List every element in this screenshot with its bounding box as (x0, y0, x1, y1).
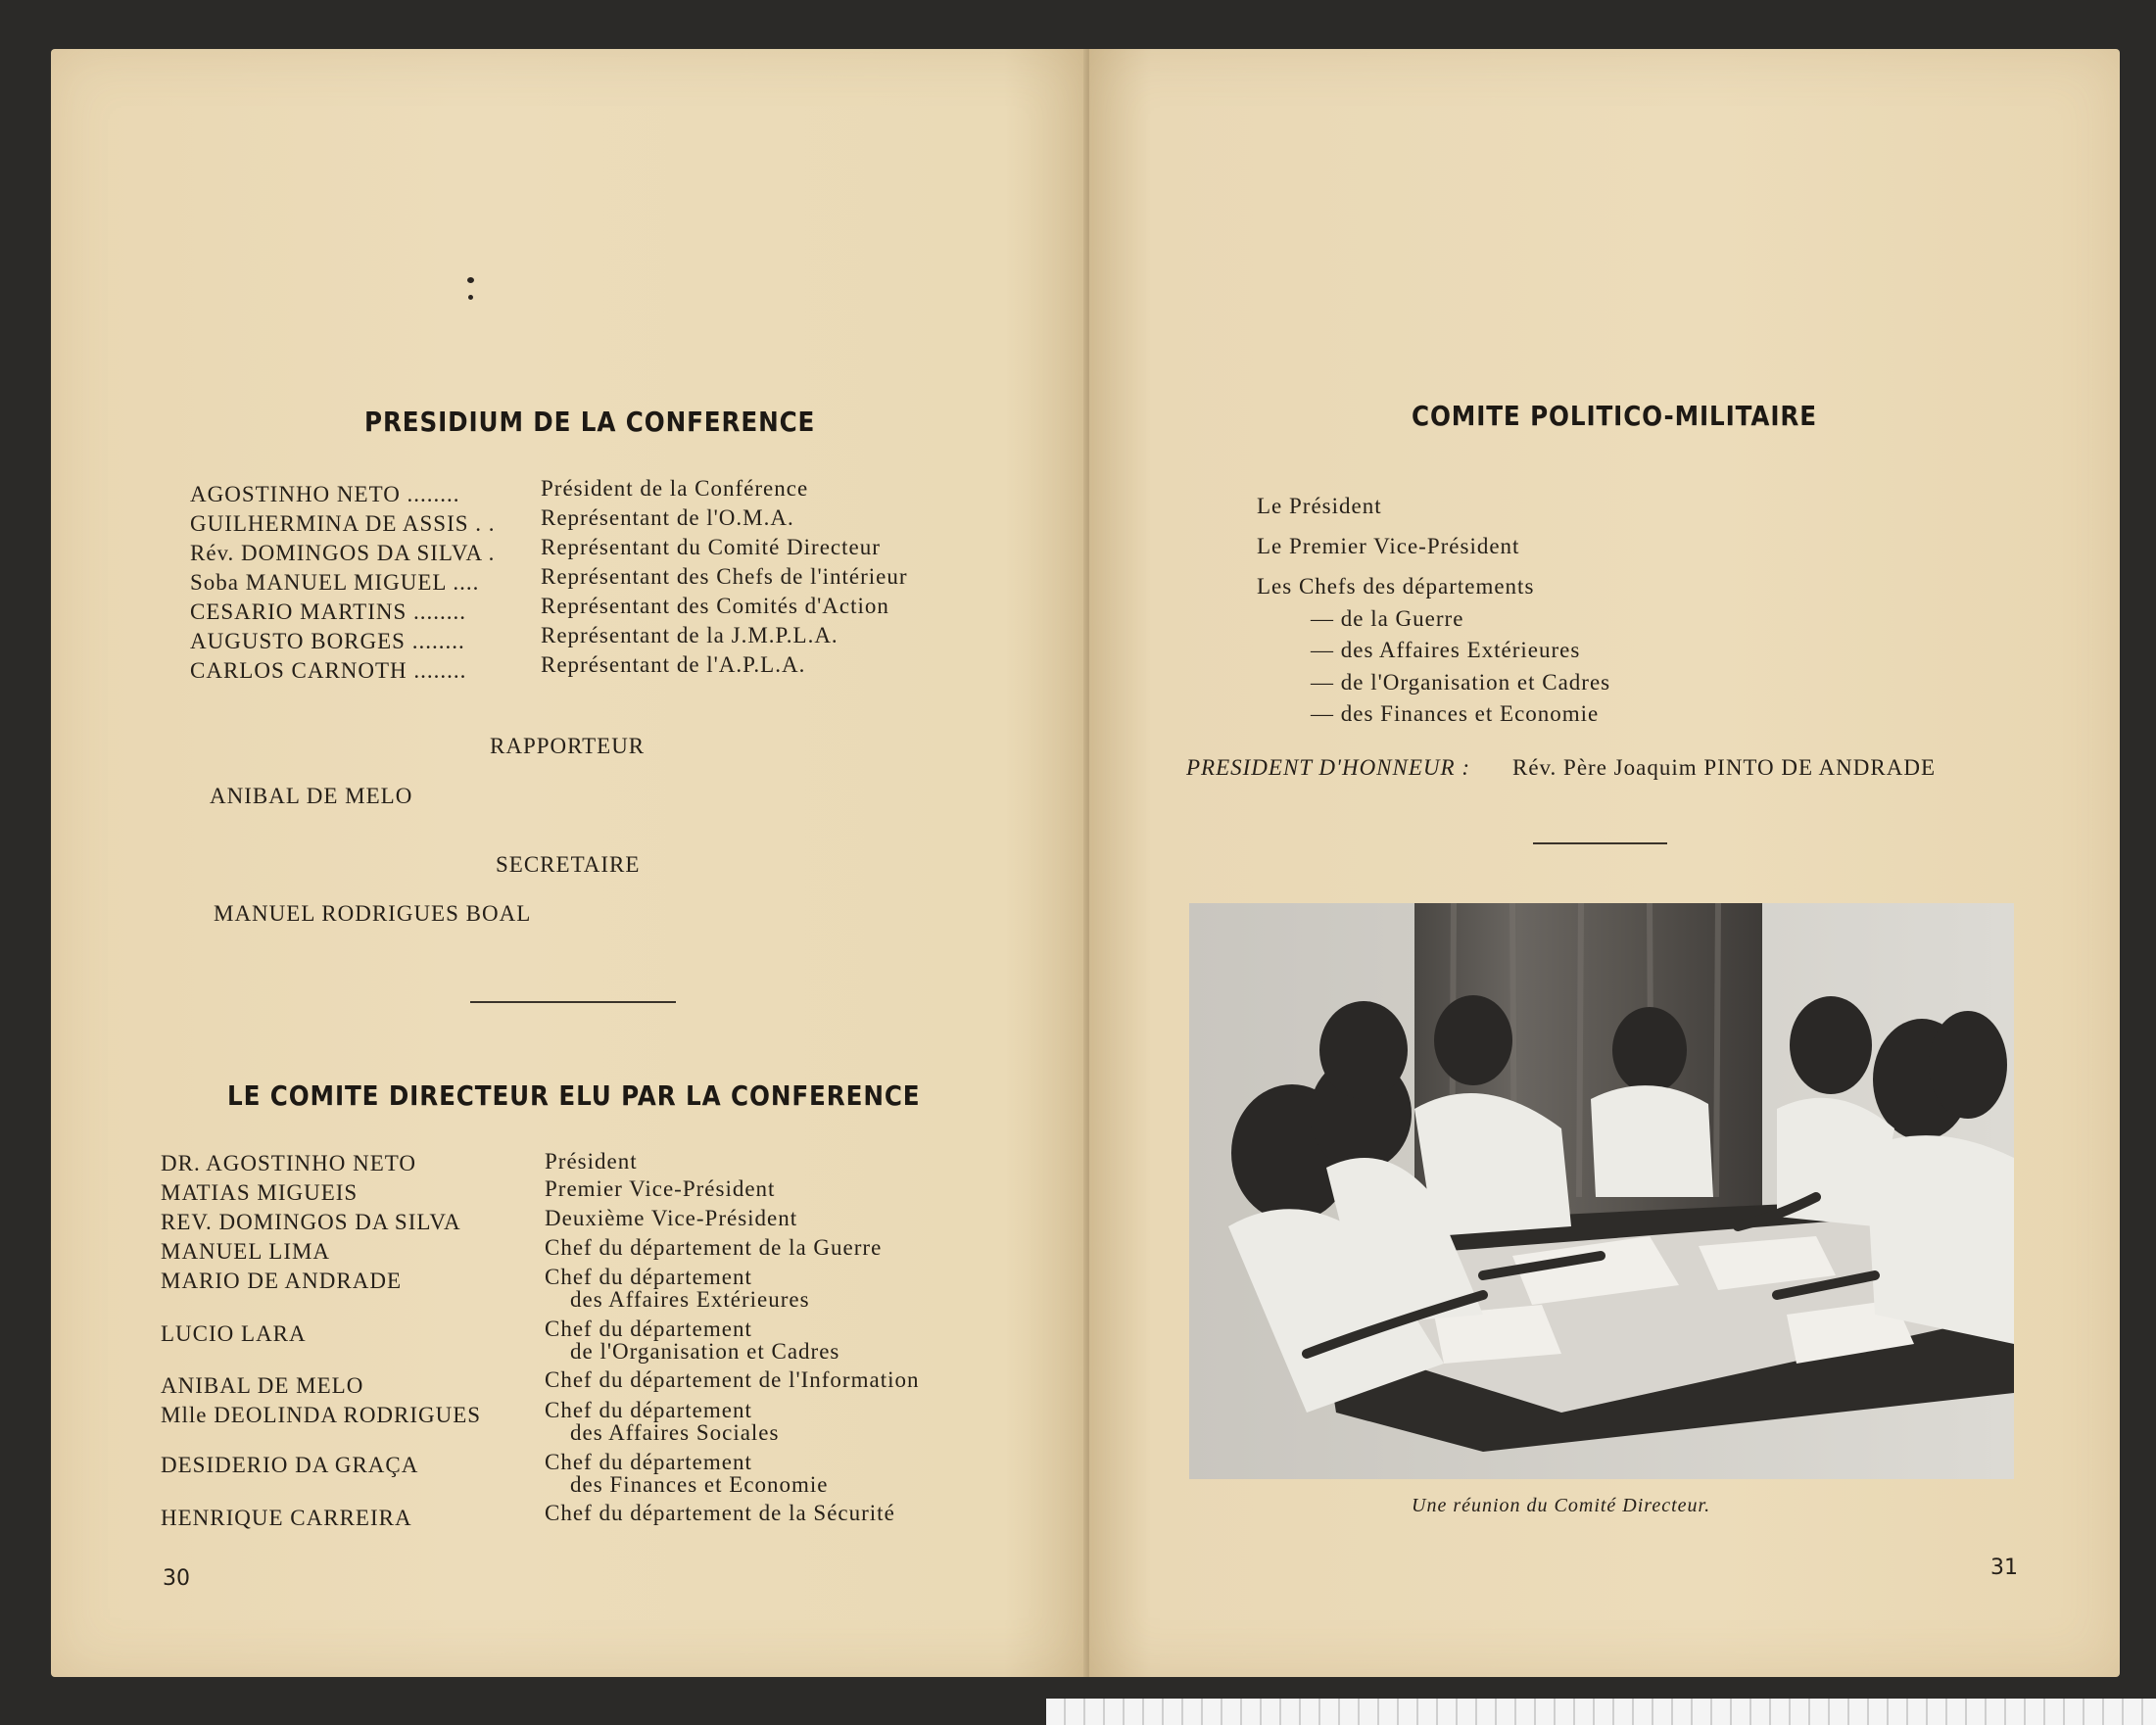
member-role: Chef du département de l'Information (545, 1367, 920, 1392)
committee-item: Le Président (1257, 494, 1382, 518)
presidium-role: Représentant de l'O.M.A. (541, 505, 794, 530)
presidium-role: Représentant des Chefs de l'intérieur (541, 564, 908, 589)
member-name: MANUEL LIMA (161, 1239, 331, 1264)
committee-item: Les Chefs des départements (1257, 574, 1535, 599)
department-item: — de la Guerre (1311, 606, 1464, 631)
member-role: Deuxième Vice-Président (545, 1206, 798, 1230)
department-item: — de l'Organisation et Cadres (1311, 670, 1611, 695)
honorary-president-label: PRESIDENT D'HONNEUR : (1186, 755, 1470, 780)
member-role: Chef du département (545, 1398, 752, 1422)
member-name: HENRIQUE CARREIRA (161, 1506, 412, 1530)
presidium-name: CESARIO MARTINS ........ (190, 599, 467, 624)
presidium-heading: PRESIDIUM DE LA CONFERENCE (364, 406, 816, 438)
member-name: DESIDERIO DA GRAÇA (161, 1453, 419, 1477)
member-role: Chef du département (545, 1265, 752, 1289)
scale-ruler (1046, 1699, 2156, 1725)
member-role: des Affaires Sociales (570, 1420, 780, 1445)
comite-politico-militaire-heading: COMITE POLITICO-MILITAIRE (1412, 400, 1817, 432)
member-role: Chef du département (545, 1317, 752, 1341)
member-role: de l'Organisation et Cadres (570, 1339, 840, 1364)
page-number-right: 31 (1990, 1556, 2018, 1580)
member-name: Mlle DEOLINDA RODRIGUES (161, 1403, 482, 1427)
presidium-name: GUILHERMINA DE ASSIS . . (190, 511, 496, 536)
member-name: DR. AGOSTINHO NETO (161, 1151, 416, 1175)
ink-fleck (467, 277, 474, 283)
member-name: MATIAS MIGUEIS (161, 1180, 359, 1205)
department-item: — des Affaires Extérieures (1311, 638, 1581, 662)
presidium-role: Représentant du Comité Directeur (541, 535, 881, 559)
section-divider (470, 1001, 676, 1003)
presidium-role: Représentant de la J.M.P.L.A. (541, 623, 838, 647)
section-divider (1533, 842, 1667, 844)
secretaire-label: SECRETAIRE (496, 852, 641, 877)
presidium-name: CARLOS CARNOTH ........ (190, 658, 467, 683)
honorary-president-name: Rév. Père Joaquim PINTO DE ANDRADE (1512, 755, 1936, 780)
committee-item: Le Premier Vice-Président (1257, 534, 1520, 558)
rapporteur-label: RAPPORTEUR (490, 734, 646, 758)
photo-caption: Une réunion du Comité Directeur. (1412, 1495, 1711, 1516)
presidium-name: Soba MANUEL MIGUEL .... (190, 570, 480, 595)
rapporteur-name: ANIBAL DE MELO (210, 784, 413, 808)
presidium-role: Représentant de l'A.P.L.A. (541, 652, 806, 677)
presidium-name: AUGUSTO BORGES ........ (190, 629, 465, 653)
presidium-role: Président de la Conférence (541, 476, 809, 501)
member-name: ANIBAL DE MELO (161, 1373, 364, 1398)
page-number-left: 30 (163, 1566, 190, 1591)
presidium-name: Rév. DOMINGOS DA SILVA . (190, 541, 496, 565)
department-item: — des Finances et Economie (1311, 701, 1600, 726)
member-role: des Finances et Economie (570, 1472, 829, 1497)
comite-directeur-heading: LE COMITE DIRECTEUR ELU PAR LA CONFERENCE (227, 1079, 921, 1112)
member-role: Président (545, 1149, 638, 1174)
presidium-role: Représentant des Comités d'Action (541, 594, 889, 618)
member-role: Chef du département de la Sécurité (545, 1501, 895, 1525)
secretaire-name: MANUEL RODRIGUES BOAL (214, 901, 532, 926)
member-name: LUCIO LARA (161, 1321, 307, 1346)
member-role: Chef du département de la Guerre (545, 1235, 883, 1260)
member-role: Chef du département (545, 1450, 752, 1474)
ink-fleck (468, 295, 473, 300)
member-role: des Affaires Extérieures (570, 1287, 810, 1312)
member-role: Premier Vice-Président (545, 1176, 776, 1201)
member-name: REV. DOMINGOS DA SILVA (161, 1210, 461, 1234)
presidium-name: AGOSTINHO NETO ........ (190, 482, 460, 506)
meeting-photograph (1189, 903, 2014, 1479)
member-name: MARIO DE ANDRADE (161, 1269, 402, 1293)
